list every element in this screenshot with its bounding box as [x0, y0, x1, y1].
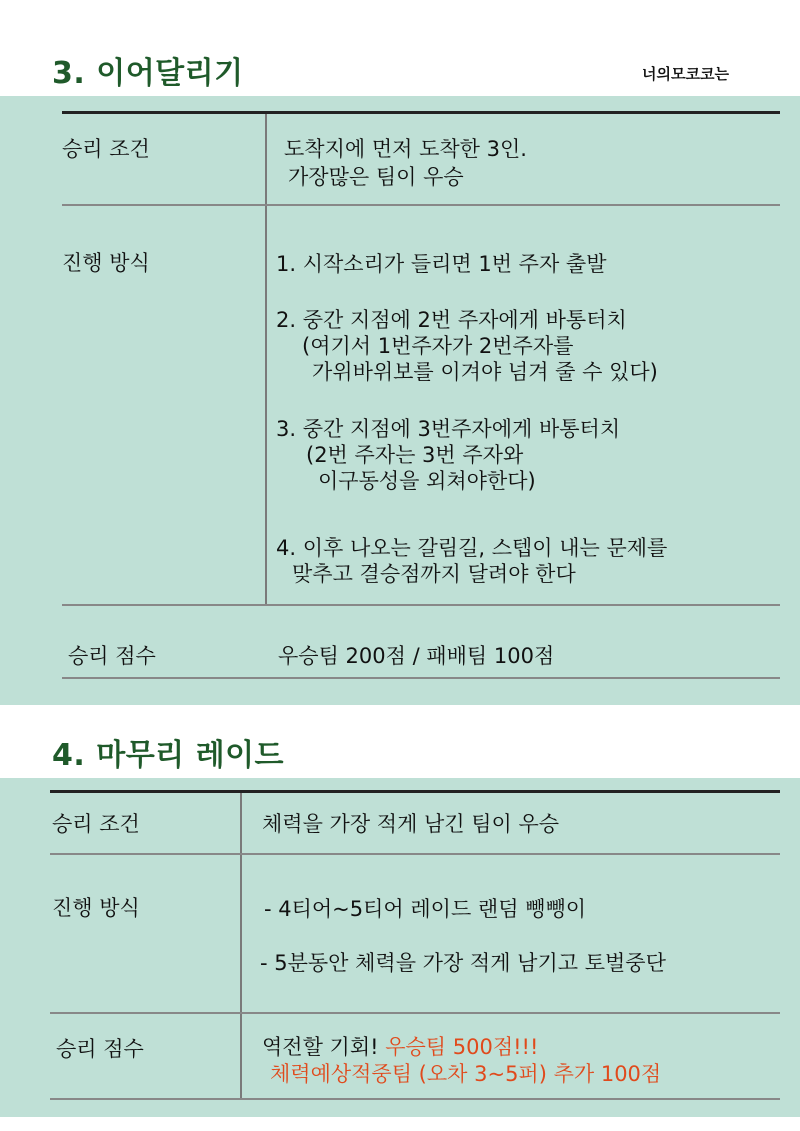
step-note: (여기서 1번주자가 2번주자를: [302, 334, 574, 358]
table-bottom-border: [50, 1098, 780, 1100]
section4-title: 4. 마무리 레이드: [52, 738, 285, 773]
row-divider: [50, 853, 780, 855]
table-bottom-border: [62, 677, 780, 679]
bonus-points-text: 체력예상적중팀 (오차 3~5퍼) 추가 100점: [270, 1062, 662, 1086]
progress-method-label: 진행 방식: [52, 896, 140, 920]
table-top-border: [50, 790, 780, 793]
win-score-text: [262, 1036, 538, 1058]
row-divider: [62, 604, 780, 606]
step-note: 가위바위보를 이겨야 넘겨 줄 수 있다): [312, 360, 658, 384]
column-divider: [265, 114, 267, 604]
step-item: 1. 시작소리가 들리면 1번 주자 출발: [276, 252, 607, 276]
progress-method-label: 진행 방식: [62, 251, 150, 275]
section4-table: [0, 778, 800, 1117]
win-condition-text: 도착지에 먼저 도착한 3인.: [284, 137, 527, 161]
section3-table: [0, 96, 800, 705]
comeback-text: 역전할 기회!: [262, 1035, 386, 1059]
table-top-border: [62, 111, 780, 114]
win-condition-text: 가장많은 팀이 우승: [288, 165, 464, 189]
step-note: (2번 주자는 3번 주자와: [306, 443, 524, 467]
step-item: 4. 이후 나오는 갈림길, 스텝이 내는 문제를: [276, 536, 668, 560]
section3-title: 3. 이어달리기: [52, 56, 244, 91]
step-item: 3. 중간 지점에 3번주자에게 바통터치: [276, 417, 621, 441]
win-score-label: 승리 점수: [68, 644, 156, 668]
win-score-label: 승리 점수: [56, 1037, 144, 1061]
win-score-text: 우승팀 200점 / 패배팀 100점: [278, 644, 555, 668]
brand-label: 너의모코코는: [642, 65, 729, 83]
step-note: 이구동성을 외쳐야한다): [318, 469, 536, 493]
row-divider: [50, 1012, 780, 1014]
win-condition-text: 체력을 가장 적게 남긴 팀이 우승: [262, 812, 560, 836]
win-condition-label: 승리 조건: [62, 137, 150, 161]
step-item: - 4티어~5티어 레이드 랜덤 뺑뺑이: [264, 897, 587, 921]
row-divider: [62, 204, 780, 206]
step-note: 맞추고 결승점까지 달려야 한다: [292, 562, 576, 586]
step-item: 2. 중간 지점에 2번 주자에게 바통터치: [276, 308, 627, 332]
win-condition-label: 승리 조건: [52, 812, 140, 836]
step-item: - 5분동안 체력을 가장 적게 남기고 토벌중단: [260, 951, 666, 975]
column-divider: [240, 793, 242, 1098]
winner-points-highlight: 우승팀 500점!!!: [385, 1035, 539, 1059]
